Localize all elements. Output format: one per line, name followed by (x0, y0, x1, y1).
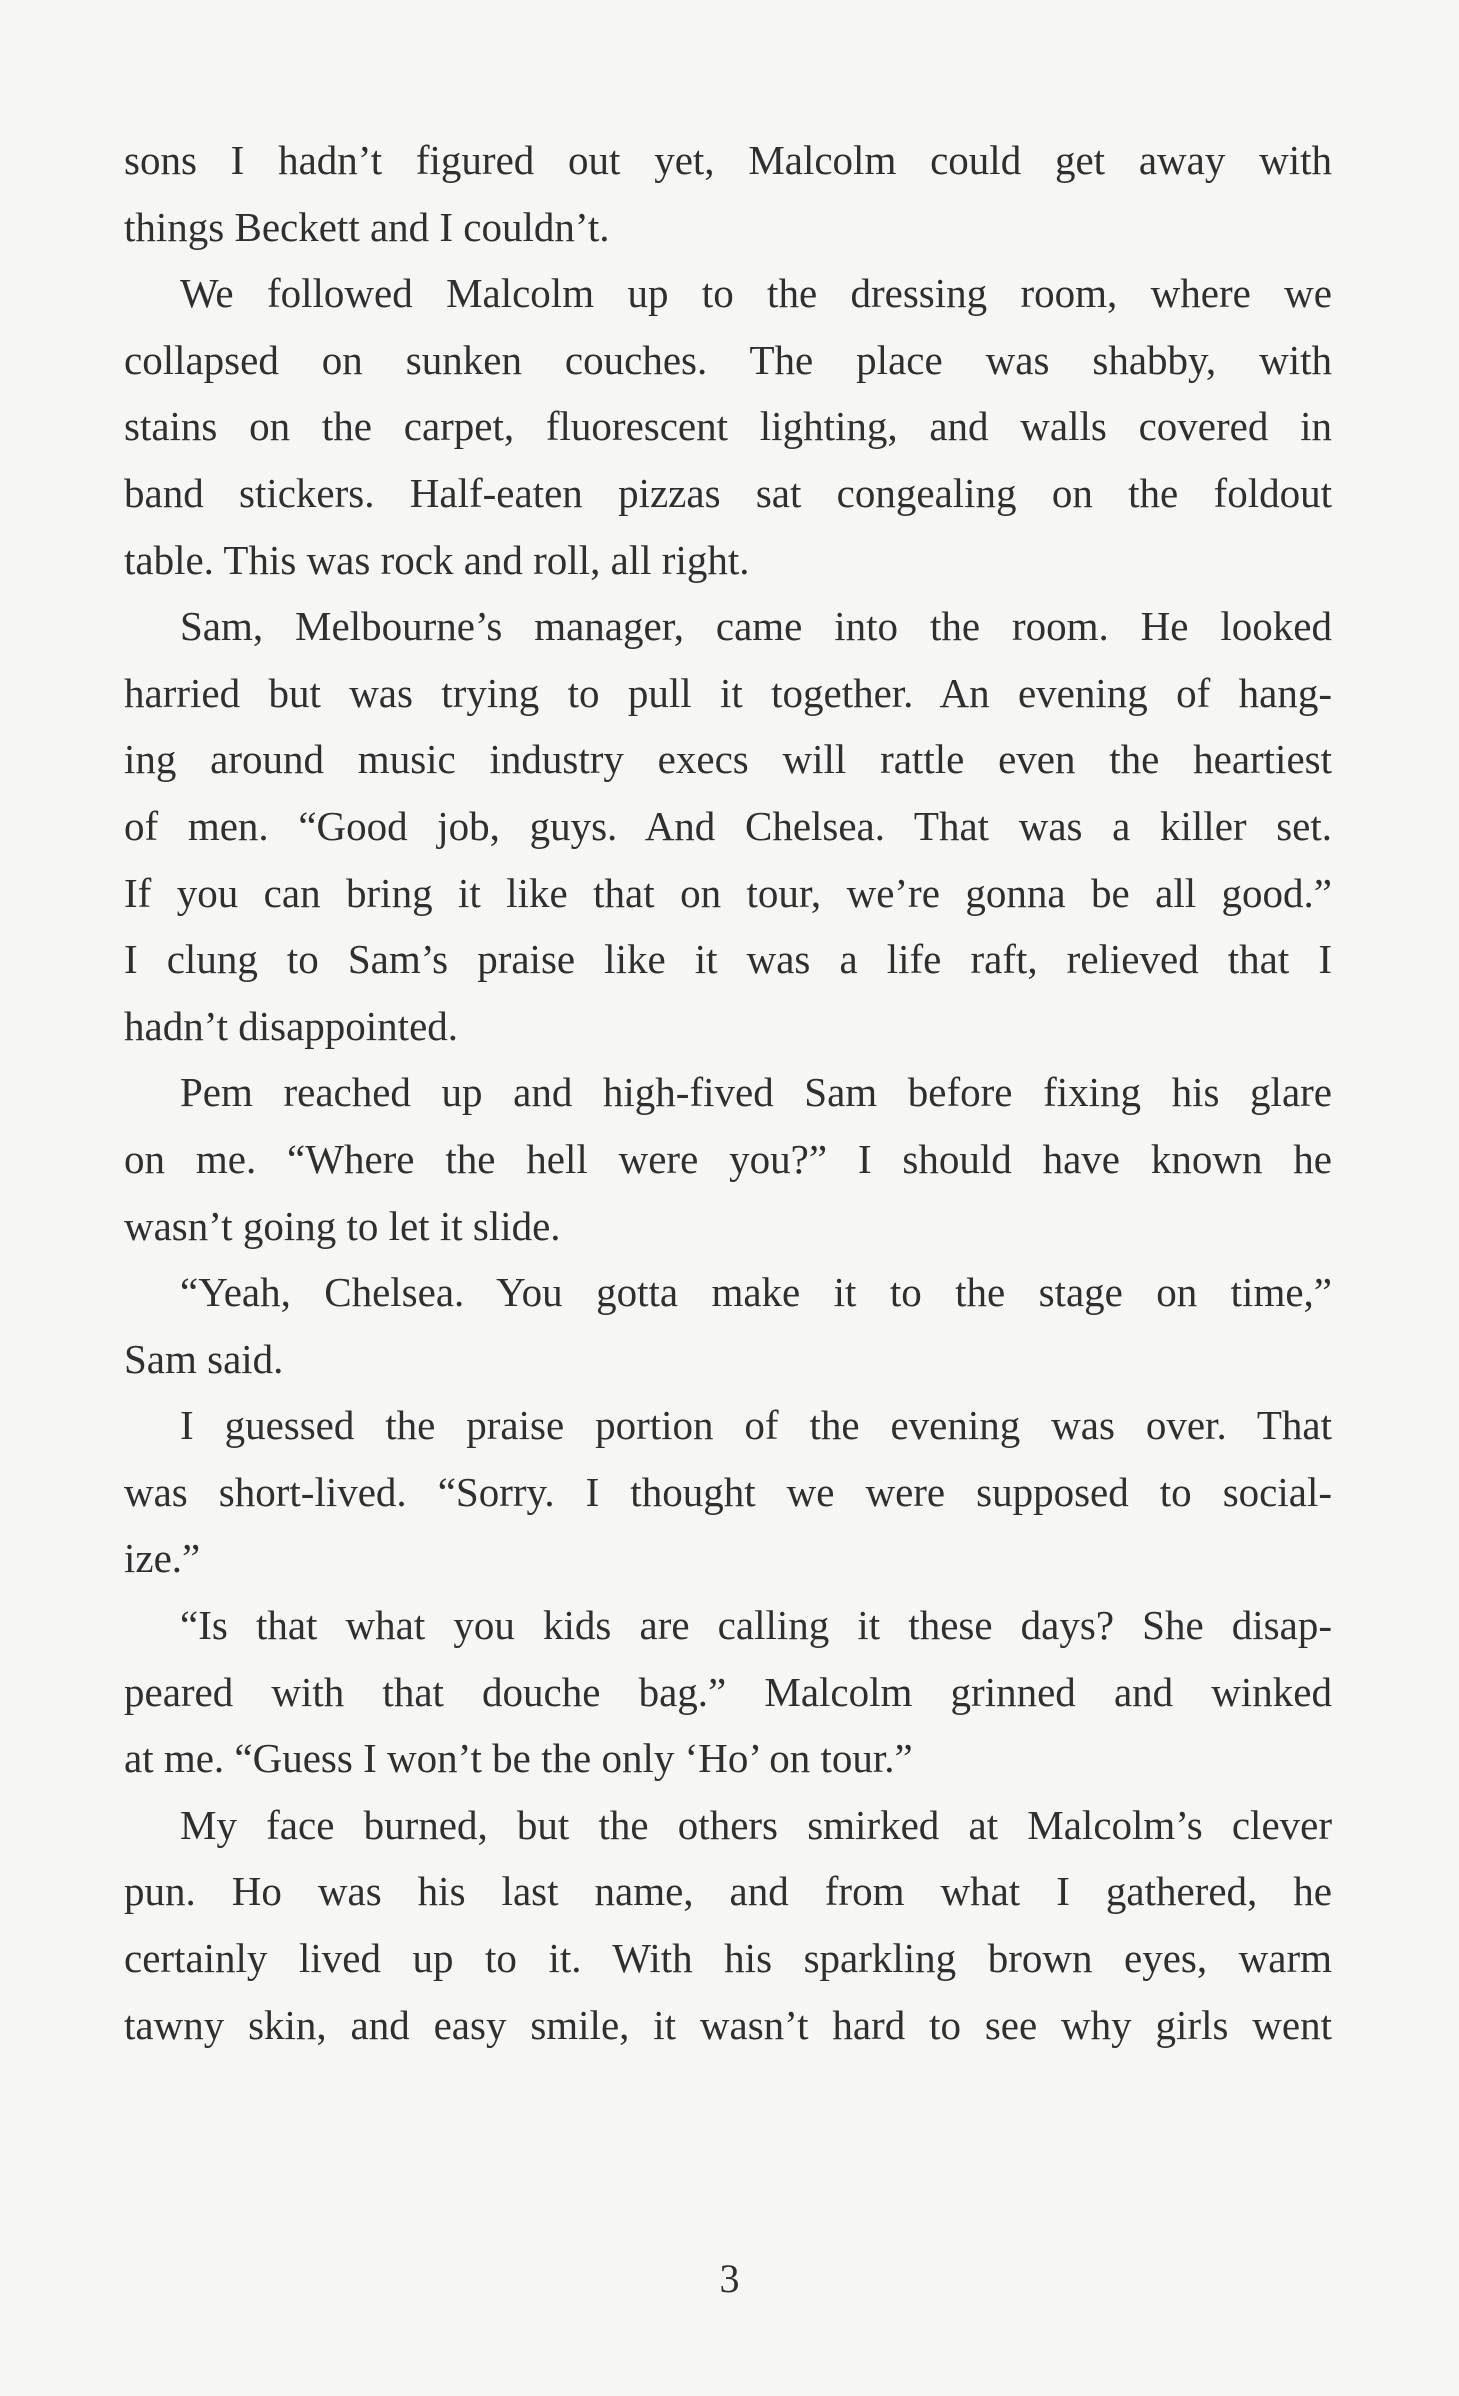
text-line: stains on the carpet, fluorescent lighting, and walls covered in (124, 403, 1332, 450)
text-line: at me. “Guess I won’t be the only ‘Ho’ on tour.” (124, 1735, 913, 1782)
text-line: harried but was trying to pull it together. An evening of hang- (124, 669, 1332, 716)
text-line: wasn’t going to let it slide. (124, 1202, 561, 1249)
text-line: tawny skin, and easy smile, it wasn’t hard to see why girls went (124, 2001, 1332, 2048)
text-line: pun. Ho was his last name, and from what I gathered, he (124, 1868, 1332, 1915)
text-line: We followed Malcolm up to the dressing room, where we (180, 270, 1332, 317)
text-line: certainly lived up to it. With his sparkling brown eyes, warm (124, 1935, 1332, 1982)
text-line: table. This was rock and roll, all right. (124, 536, 750, 583)
text-line: Sam said. (124, 1335, 284, 1382)
text-line: Sam, Melbourne’s manager, came into the room. He looked (180, 603, 1332, 650)
page-number: 3 (719, 2256, 740, 2301)
text-line: My face burned, but the others smirked at Malcolm’s clever (180, 1801, 1332, 1848)
text-line: If you can bring it like that on tour, we’re gonna be all good.” (124, 869, 1332, 916)
text-line: was short-lived. “Sorry. I thought we were supposed to social- (124, 1468, 1332, 1515)
text-line: ize.” (124, 1535, 201, 1582)
text-line: collapsed on sunken couches. The place was shabby, with (124, 336, 1332, 383)
text-line: “Is that what you kids are calling it these days? She disap- (180, 1602, 1332, 1649)
text-line: I guessed the praise portion of the evening was over. That (180, 1402, 1332, 1449)
text-line: on me. “Where the hell were you?” I should have known he (124, 1135, 1332, 1182)
text-line: sons I hadn’t figured out yet, Malcolm could get away with (124, 137, 1332, 183)
text-line: things Beckett and I couldn’t. (124, 203, 610, 250)
text-line: band stickers. Half-eaten pizzas sat congealing on the foldout (124, 469, 1332, 516)
text-line: Pem reached up and high-fived Sam before fixing his glare (180, 1069, 1332, 1116)
text-line: peared with that douche bag.” Malcolm grinned and winked (124, 1668, 1332, 1715)
text-line: I clung to Sam’s praise like it was a life raft, relieved that I (124, 936, 1332, 983)
text-line: of men. “Good job, guys. And Chelsea. That was a killer set. (124, 802, 1332, 849)
text-line: hadn’t disappointed. (124, 1002, 459, 1049)
text-line: “Yeah, Chelsea. You gotta make it to the stage on time,” (180, 1269, 1332, 1316)
text-line: ing around music industry execs will rattle even the heartiest (124, 736, 1332, 783)
body-text (124, 127, 1332, 2058)
